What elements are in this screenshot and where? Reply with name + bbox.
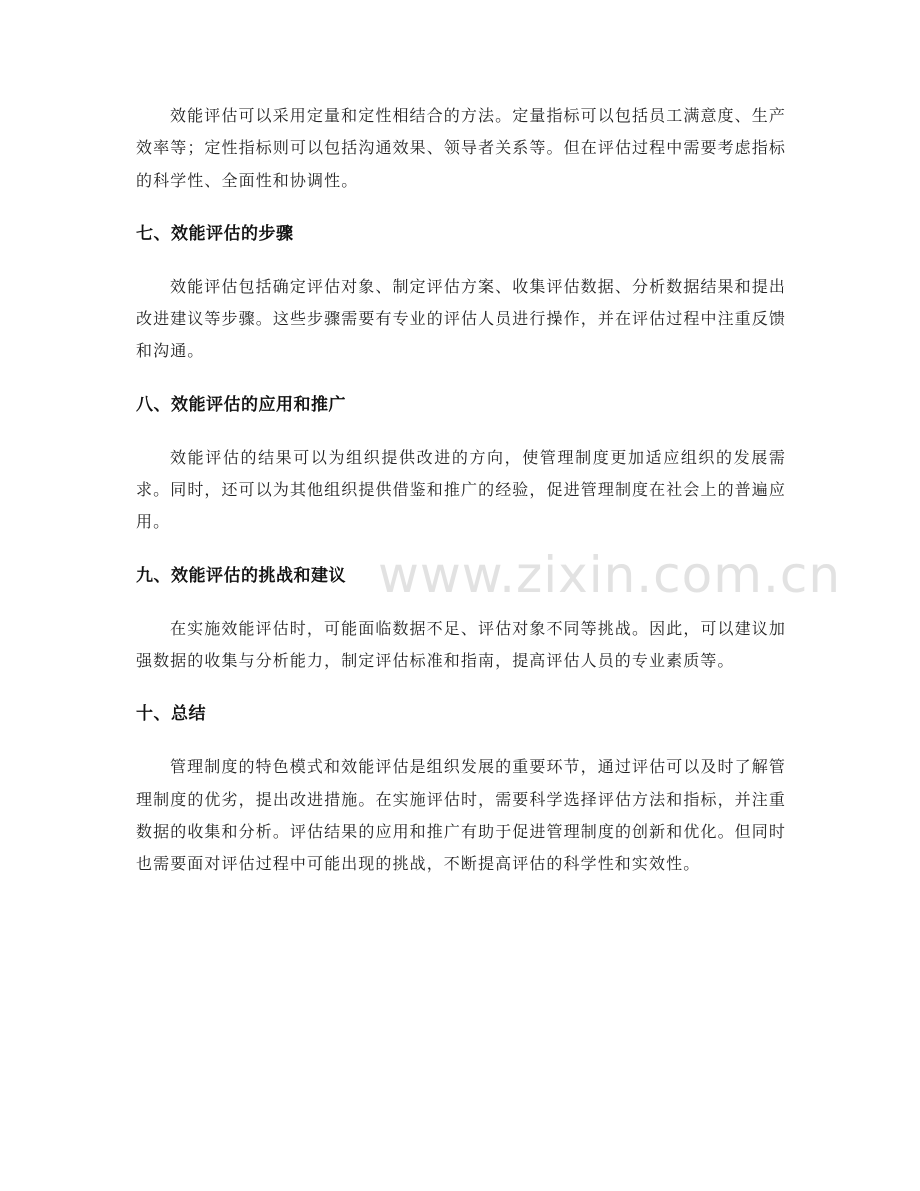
section-heading-7: 七、效能评估的步骤 — [136, 223, 294, 244]
section-body-7: 效能评估包括确定评估对象、制定评估方案、收集评估数据、分析数据结果和提出改进建议等步骤。这些步骤需要有专业的评估人员进行操作，并在评估过程中注重反馈和沟通。 — [136, 276, 786, 361]
section-body-10: 管理制度的特色模式和效能评估是组织发展的重要环节，通过评估可以及时了解管理制度的优劣，提出改进措施。在实施评估时，需要科学选择评估方法和指标，并注重数据的收集和分析。评估结果的应用和推广有助于促进管理制度的创新和优化。但同时也需要面对评估过程中可能出现的挑战，不断提高评估的科学性和实效性。 — [136, 757, 786, 874]
intro-paragraph: 效能评估可以采用定量和定性相结合的方法。定量指标可以包括员工满意度、生产效率等；定性指标则可以包括沟通效果、领导者关系等。但在评估过程中需要考虑指标的科学性、全面性和协调性。 — [136, 106, 786, 190]
section-heading-9: 九、效能评估的挑战和建议 — [136, 565, 346, 586]
section-body-9: 在实施效能评估时，可能面临数据不足、评估对象不同等挑战。因此，可以建议加强数据的收集与分析能力，制定评估标准和指南，提高评估人员的专业素质等。 — [136, 618, 786, 670]
section-heading-8: 八、效能评估的应用和推广 — [136, 394, 346, 415]
document-body — [136, 100, 786, 880]
section-body-8: 效能评估的结果可以为组织提供改进的方向，使管理制度更加适应组织的发展需求。同时，还可以为其他组织提供借鉴和推广的经验，促进管理制度在社会上的普遍应用。 — [136, 447, 786, 532]
watermark: www.zixin.com.cn — [378, 546, 842, 604]
section-heading-10: 十、总结 — [136, 704, 206, 725]
